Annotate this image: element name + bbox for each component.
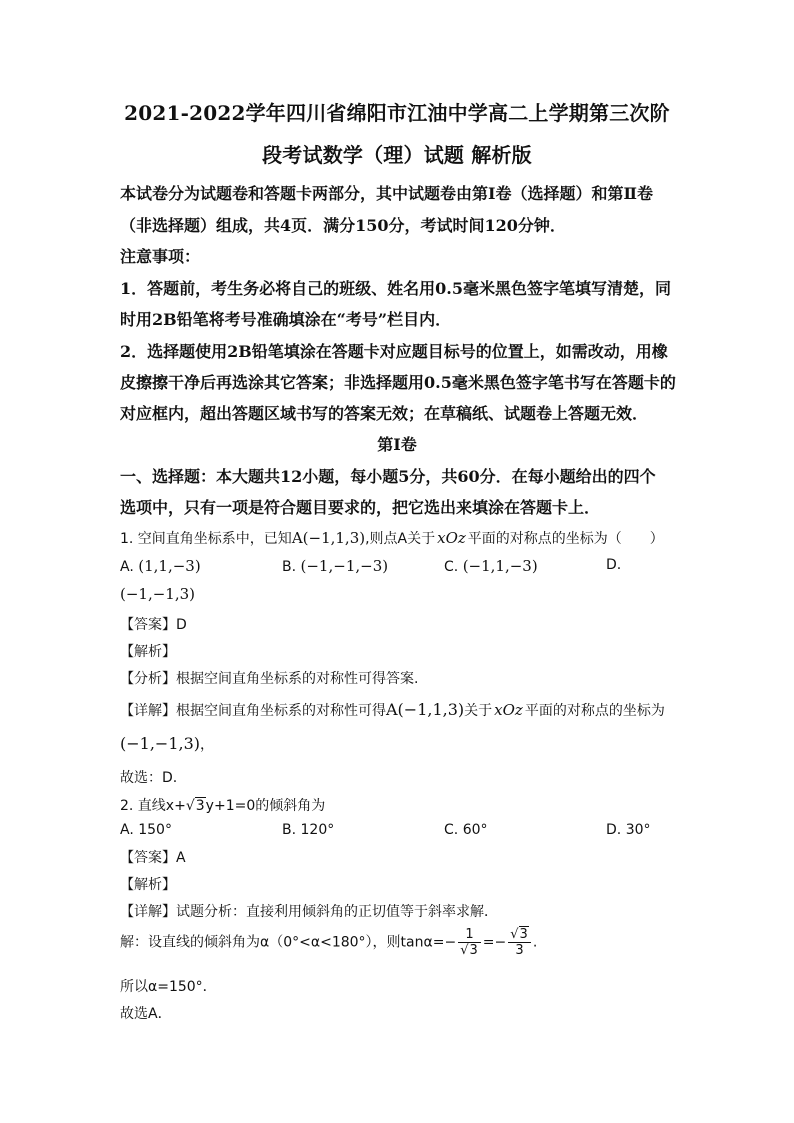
q1-option-a-value: (1,1,−3) bbox=[138, 557, 201, 575]
q1-xiangjie-post: 平面的对称点的坐标为 bbox=[524, 703, 665, 719]
q2-option-b bbox=[282, 822, 334, 838]
q2-stem-pre: 2. 直线x+ bbox=[120, 798, 186, 814]
q1-option-c-value: (−1,1,−3) bbox=[462, 557, 538, 575]
q1-option-d-label: D. bbox=[606, 557, 622, 573]
q1-option-a bbox=[120, 557, 201, 575]
doc-title-line1: 2021-2022学年四川省绵阳市江油中学高二上学期第三次阶 bbox=[124, 101, 670, 125]
q1-result-tail: ， bbox=[200, 737, 215, 753]
volume-heading: 第Ⅰ卷 bbox=[377, 435, 417, 454]
fraction-numerator bbox=[508, 927, 531, 943]
q2-solution-pre: 解：设直线的倾斜角为α（0°<α<180°），则tanα= bbox=[120, 934, 445, 951]
q1-option-c-label: C. bbox=[444, 559, 459, 575]
q2-xiangjie: 【详解】试题分析：直接利用倾斜角的正切值等于斜率求解． bbox=[120, 904, 498, 920]
sqrt-symbol: √3 bbox=[510, 927, 528, 942]
q1-option-b bbox=[282, 557, 388, 575]
q1-xiangjie-pre: 【详解】根据空间直角坐标系的对称性可得 bbox=[120, 703, 386, 719]
q1-option-a-label: A. bbox=[120, 559, 134, 575]
q2-solution bbox=[120, 927, 537, 958]
note2-line2: 皮擦擦干净后再选涂其它答案；非选择题用0.5毫米黑色签字笔书写在答题卡的 bbox=[120, 373, 676, 392]
fraction-root3-over-three bbox=[508, 927, 531, 958]
q2-solution-minus: − bbox=[444, 934, 457, 951]
sqrt-symbol: √3 bbox=[185, 798, 205, 814]
q1-stem bbox=[120, 528, 664, 548]
q2-so: 所以α=150°． bbox=[120, 979, 217, 995]
q2-analysis-tag: 【解析】 bbox=[120, 877, 176, 893]
intro-line1: 本试卷分为试题卷和答题卡两部分，其中试题卷由第Ⅰ卷（选择题）和第Ⅱ卷 bbox=[120, 184, 653, 203]
section-line1: 一、选择题：本大题共12小题，每小题5分，共60分．在每小题给出的四个 bbox=[120, 467, 656, 486]
q2-option-c-value: 60° bbox=[462, 822, 488, 838]
q1-plane: xOz bbox=[437, 529, 466, 547]
q1-result-value: (−1,−1,3) bbox=[120, 734, 201, 753]
q1-stem-post: 平面的对称点的坐标为（ ） bbox=[467, 531, 664, 547]
fraction-denominator: 3 bbox=[515, 943, 524, 958]
q1-result bbox=[120, 734, 214, 754]
q1-stem-pre: 1. 空间直角坐标系中，已知 bbox=[120, 531, 292, 547]
note1-line2: 时用2B铅笔将考号准确填涂在“考号”栏目内． bbox=[120, 310, 452, 329]
fraction-numerator-value: 3 bbox=[519, 927, 528, 942]
q2-stem bbox=[120, 795, 325, 815]
q2-option-b-label: B. bbox=[282, 822, 297, 838]
q2-option-d-value: 30° bbox=[625, 822, 651, 838]
fraction-denominator bbox=[458, 943, 481, 958]
fraction-numerator: 1 bbox=[458, 927, 481, 943]
fraction-denominator-value: 3 bbox=[469, 943, 478, 958]
q2-answer: 【答案】A bbox=[120, 850, 186, 866]
q1-option-d bbox=[120, 585, 195, 603]
q1-option-d-value: (−1,−1,3) bbox=[120, 585, 196, 603]
q2-root: 3 bbox=[195, 798, 205, 814]
q1-option-c bbox=[444, 557, 538, 575]
q1-answer: 【答案】D bbox=[120, 617, 187, 633]
q2-option-b-value: 120° bbox=[300, 822, 335, 838]
q2-stem-post: y+1=0的倾斜角为 bbox=[205, 798, 326, 814]
notes-heading: 注意事项： bbox=[120, 247, 201, 266]
note1-line1: 1．答题前，考生务必将自己的班级、姓名用0.5毫米黑色签字笔填写清楚，同 bbox=[120, 279, 671, 298]
q1-option-b-label: B. bbox=[282, 559, 297, 575]
q1-xiangjie-mid: 关于 bbox=[464, 703, 493, 719]
q2-option-d-label: D. bbox=[606, 822, 622, 838]
q2-solution-end: . bbox=[532, 934, 538, 951]
q1-point: A(−1,1,3) bbox=[291, 529, 366, 547]
note2-line1: 2．选择题使用2B铅笔填涂在答题卡对应题目标号的位置上，如需改动，用橡 bbox=[120, 342, 668, 361]
q1-stem-mid: ,则点A关于 bbox=[365, 531, 436, 547]
q1-xiangjie-plane: xOz bbox=[494, 701, 523, 719]
note2-line3: 对应框内，超出答题区域书写的答案无效；在草稿纸、试题卷上答题无效． bbox=[120, 404, 649, 423]
q2-option-a-value: 150° bbox=[138, 822, 172, 838]
q1-option-b-value: (−1,−1,−3) bbox=[300, 557, 389, 575]
q2-option-a bbox=[120, 822, 172, 838]
q1-analysis-tag: 【解析】 bbox=[120, 644, 176, 660]
q1-fenxi: 【分析】根据空间直角坐标系的对称性可得答案. bbox=[120, 671, 419, 687]
section-line2: 选项中，只有一项是符合题目要求的，把它选出来填涂在答题卡上． bbox=[120, 498, 601, 517]
q2-option-d bbox=[606, 822, 651, 838]
doc-title-line2: 段考试数学（理）试题 解析版 bbox=[262, 143, 532, 167]
q1-choose: 故选：D. bbox=[120, 770, 178, 786]
q2-choose: 故选A． bbox=[120, 1006, 172, 1022]
q1-xiangjie bbox=[120, 700, 665, 720]
sqrt-symbol: √3 bbox=[460, 943, 478, 958]
fraction-one-over-root3 bbox=[458, 927, 481, 958]
q2-option-c bbox=[444, 822, 488, 838]
intro-line2: （非选择题）组成，共4页．满分150分，考试时间120分钟． bbox=[120, 216, 566, 235]
q2-solution-eq: =− bbox=[482, 934, 507, 951]
q2-option-a-label: A. bbox=[120, 822, 134, 838]
q2-option-c-label: C. bbox=[444, 822, 459, 838]
q1-xiangjie-point: A(−1,1,3) bbox=[386, 700, 465, 719]
